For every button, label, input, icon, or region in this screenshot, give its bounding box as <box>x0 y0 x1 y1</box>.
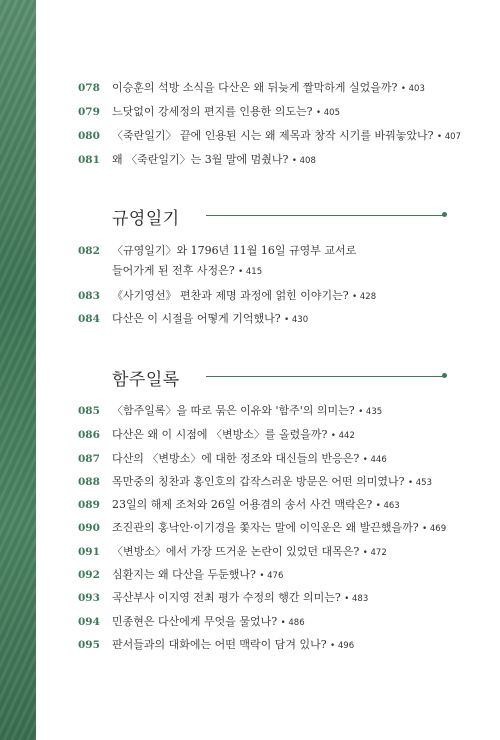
entry-title: 느닷없이 강세정의 편지를 인용한 의도는? <box>112 105 313 118</box>
entry-number: 084 <box>78 313 100 325</box>
cover-spine-decoration <box>0 0 36 740</box>
toc-page <box>36 0 500 740</box>
entry-number: 094 <box>78 616 100 628</box>
entry-number: 079 <box>78 106 100 118</box>
entry-title: 왜 〈죽란일기〉는 3월 말에 멈췄나? <box>112 153 289 166</box>
entry-page: • 472 <box>362 548 387 558</box>
entry-page: • 486 <box>280 618 305 628</box>
section-header <box>112 365 444 390</box>
entry-number: 088 <box>78 476 100 488</box>
entry-title: 다산은 이 시절을 어떻게 기억했나? <box>112 312 281 325</box>
entry-page: • 405 <box>316 108 340 118</box>
entry-title: 〈변방소〉에서 가장 뜨거운 논란이 있었던 대목은? <box>112 545 360 558</box>
section-title: 규영일기 <box>112 209 180 229</box>
entry-page: • 446 <box>362 455 387 465</box>
entry-page: • 408 <box>291 156 316 166</box>
entry-title: 조진관의 홍낙안·이기경을 쫓자는 말에 이익운은 왜 발끈했을까? <box>112 521 419 534</box>
entry-number: 090 <box>78 522 100 534</box>
entry-number: 085 <box>78 405 100 417</box>
entry-number: 093 <box>78 592 100 604</box>
section-header <box>112 204 444 229</box>
section-rule <box>206 215 444 216</box>
entry-page: • 435 <box>358 407 383 417</box>
entry-number: 087 <box>78 453 100 465</box>
entry-title: 〈함주일록〉을 따로 묶은 이유와 '함주'의 의미는? <box>112 404 355 417</box>
entry-title: 다산의 〈변방소〉에 대한 정조와 대신들의 반응은? <box>112 452 360 465</box>
entry-page: • 453 <box>408 478 432 488</box>
entry-title: 〈규영일기〉와 1796년 11월 16일 규영부 교서로 <box>112 244 357 257</box>
entry-title: 23일의 해제 조처와 26일 어용겸의 송서 사건 맥락은? <box>112 498 373 511</box>
entry-page: • 415 <box>238 267 263 277</box>
entry-number: 081 <box>78 154 100 166</box>
entry-number: 086 <box>78 429 100 441</box>
entry-number: 083 <box>78 290 100 302</box>
entry-page: • 483 <box>344 594 369 604</box>
entry-page: • 403 <box>400 84 425 94</box>
entry-number: 082 <box>78 245 100 257</box>
entry-number: 078 <box>78 82 100 94</box>
entry-title: 판서들과의 대화에는 어떤 맥락이 담겨 있나? <box>112 638 327 651</box>
entry-page: • 407 <box>437 132 461 142</box>
entry-page: • 442 <box>330 431 355 441</box>
section-rule-dot <box>442 212 447 217</box>
entry-title: 〈죽란일기〉 끝에 인용된 시는 왜 제목과 창작 시기를 바꿔놓았나? <box>112 129 434 142</box>
entry-title: 다산은 왜 이 시점에 〈변방소〉를 올렸을까? <box>112 428 328 441</box>
entry-page: • 463 <box>375 501 400 511</box>
section-rule-dot <box>442 373 447 378</box>
entry-title: 《사기영선》 편찬과 제명 과정에 얽힌 이야기는? <box>112 289 349 302</box>
entry-page: • 496 <box>330 641 355 651</box>
entry-title: 심환지는 왜 다산을 두둔했나? <box>112 568 256 581</box>
entry-title: 목만중의 칭찬과 홍인호의 갑작스러운 방문은 어떤 의미였나? <box>112 475 405 488</box>
section-title: 함주일록 <box>112 370 180 390</box>
entry-number: 080 <box>78 130 100 142</box>
entry-title: 곡산부사 이지영 전최 평가 수정의 행간 의미는? <box>112 591 341 604</box>
entry-page: • 476 <box>259 571 284 581</box>
entry-title: 이승훈의 석방 소식을 다산은 왜 뒤늦게 짤막하게 실었을까? <box>112 81 398 94</box>
entry-number: 095 <box>78 639 100 651</box>
entry-number: 092 <box>78 569 100 581</box>
entry-number: 091 <box>78 546 100 558</box>
section-rule <box>206 376 444 377</box>
entry-page: • 469 <box>422 524 447 534</box>
entry-number: 089 <box>78 499 100 511</box>
entry-title-continued: 들어가게 된 전후 사정은? <box>112 264 235 277</box>
entry-page: • 430 <box>284 315 309 325</box>
entry-page: • 428 <box>352 292 377 302</box>
entry-title: 민종현은 다산에게 무엇을 물었나? <box>112 615 278 628</box>
